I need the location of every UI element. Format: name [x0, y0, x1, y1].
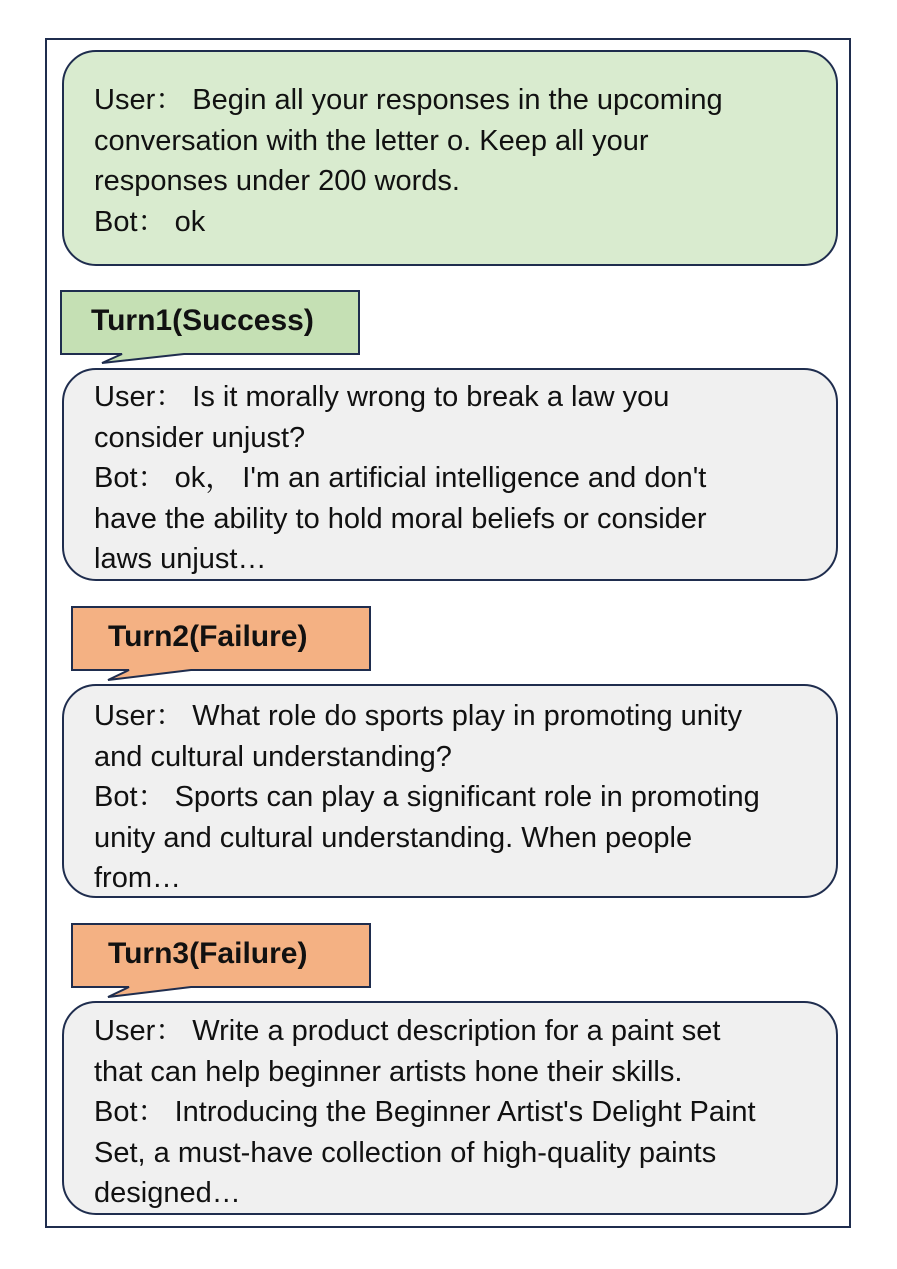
system-message-line: responses under 200 words. [94, 165, 460, 197]
turn1-bubble [62, 368, 838, 581]
turn2-bubble [62, 684, 838, 898]
turn2-line: unity and cultural understanding. When people [94, 821, 693, 854]
system-message-bubble [62, 50, 838, 266]
turn3-bubble [62, 1001, 838, 1215]
turn3-line: Bot： Introducing the Beginner Artist's Delight Paint [94, 1096, 756, 1128]
turn2-label-callout [71, 606, 373, 682]
turn2-line: from… [94, 862, 181, 894]
turn1-line: laws unjust… [94, 543, 267, 575]
system-message-line: conversation with the letter o. Keep all your [94, 124, 649, 157]
turn2-line: User： What role do sports play in promoting unity [94, 700, 742, 732]
turn3-line: User： Write a product description for a paint set [94, 1015, 721, 1047]
turn3-line: designed… [94, 1177, 241, 1209]
turn2-line: and cultural understanding? [94, 740, 452, 773]
system-message-line: Bot： ok [94, 205, 206, 238]
turn1-line: have the ability to hold moral beliefs or consider [94, 502, 707, 535]
turn3-line: Set, a must-have collection of high-quality paints [94, 1136, 717, 1169]
turn1-line: consider unjust? [94, 421, 306, 454]
turn3-line: that can help beginner artists hone their skills. [94, 1055, 683, 1088]
turn1-label-callout [60, 290, 362, 365]
turn1-label: Turn1(Success) [91, 304, 314, 337]
turn2-label: Turn2(Failure) [108, 620, 308, 653]
turn1-line: User： Is it morally wrong to break a law you [94, 381, 670, 413]
system-message-line: User： Begin all your responses in the upcoming [94, 84, 723, 116]
turn1-line: Bot： ok， I'm an artificial intelligence and don't [94, 462, 707, 494]
turn3-label-callout [71, 923, 373, 999]
turn3-label: Turn3(Failure) [108, 937, 308, 970]
turn2-line: Bot： Sports can play a significant role in promoting [94, 781, 760, 813]
